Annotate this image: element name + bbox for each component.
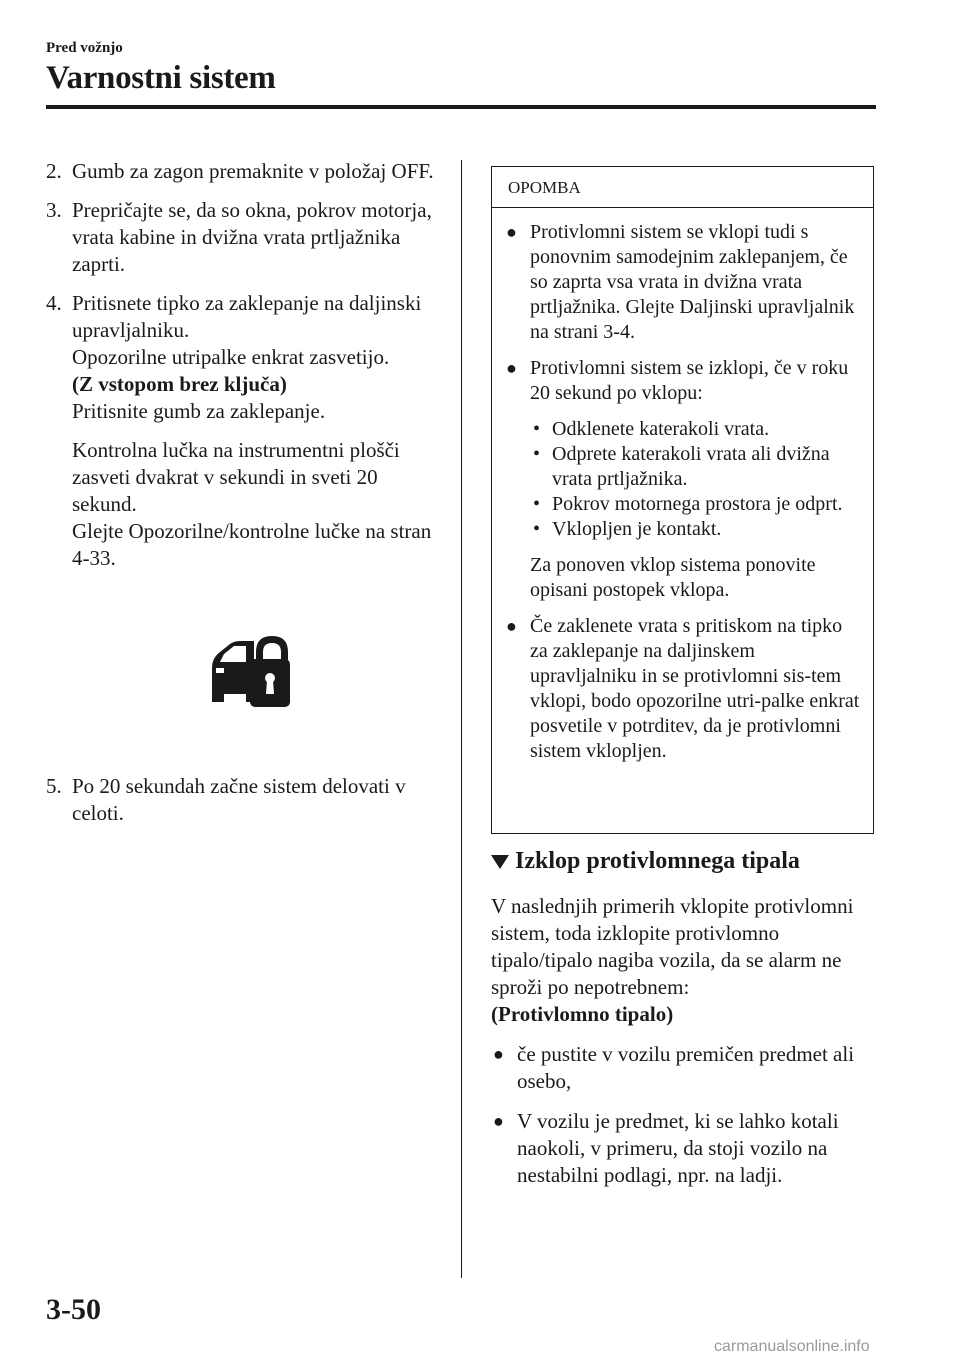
page-title: Varnostni sistem [46,60,276,96]
section-label: Pred vožnjo [46,40,123,56]
keyless-heading: (Z vstopom brez ključa) [72,372,287,396]
bullet-icon: • [533,443,541,465]
step-5 [46,773,441,827]
list-item: • Odprete katerakoli vrata ali dvižna vrata prtljažnika. [533,443,830,490]
list-item: • Odklenete katerakoli vrata. [533,418,770,440]
note-sublist [530,417,863,542]
bullet-icon: ● [493,1111,504,1131]
step-number: 3. [46,198,62,222]
step-number: 2. [46,159,62,183]
note-body [492,208,873,764]
list-item: ● če pustite v vozilu premičen predmet ali osebo, [493,1042,855,1093]
step-3 [46,197,441,278]
bullet-icon: ● [493,1044,504,1064]
sensor-heading: (Protivlomno tipalo) [491,1002,674,1026]
bullet-icon: ● [506,616,517,636]
bullet-icon: ● [506,222,517,242]
note-text: Če zaklenete vrata s pritiskom na tipko za zaklepanje na daljinskem upravljalniku in se protivlomni sis-tem vklopi, bodo opozorilne utri-palke enkrat posvetile v potrditev, da je protivlomni sistem vklopljen. [530,615,860,762]
note-text: Protivlomni sistem se vklopi tudi s ponovnim samodejnim zaklepanjem, če so zaprta vsa vrata in dvižna vrata prtljažnika. Glejte Daljinski upravljalnik na strani 3-4. [530,221,855,343]
note-bullet [504,356,863,603]
list-item: ● V vozilu je predmet, ki se lahko kotali naokoli, v primeru, da stoji vozilo na nestabilni podlagi, npr. na ladji. [493,1109,839,1187]
list-item: • Vklopljen je kontakt. [533,518,722,540]
section-body [491,893,876,1189]
bullet-icon: ● [506,358,517,378]
step-number: 5. [46,774,62,798]
step-subtext: Kontrolna lučka na instrumentni plošči zasveti dvakrat v sekundi in sveti 20 sekund. [72,438,400,516]
step-2 [46,158,441,185]
bullet-icon: • [533,518,541,540]
left-column [46,158,441,584]
step-text: Prepričajte se, da so okna, pokrov motorja, vrata kabine in dvižna vrata prtljažnika zaprti. [72,198,432,276]
note-bullet [504,220,863,345]
note-box [491,166,874,834]
step-text: Pritisnete tipko za zaklepanje na daljinski upravljalniku. [72,291,422,342]
step-text: Opozorilne utripalke enkrat zasvetijo. [72,345,390,369]
section-heading: Izklop protivlomnega tipala [491,848,800,875]
page-number: 3-50 [46,1293,101,1326]
step-text: Po 20 sekundah začne sistem delovati v celoti. [72,774,406,825]
bullet-icon: • [533,418,541,440]
car-lock-icon [210,632,290,708]
column-divider [461,160,462,1278]
title-rule [46,105,876,109]
step-number: 4. [46,291,62,315]
paragraph: V naslednjih primerih vklopite protivlomni sistem, toda izklopite protivlomno tipalo/tipalo nagiba vozila, da se alarm ne sproži po nepotrebnem: [491,894,854,999]
watermark: carmanualsonline.info [714,1338,870,1355]
list-item: • Pokrov motornega prostora je odprt. [533,493,843,515]
triangle-down-icon [491,855,509,869]
step-text: Pritisnite gumb za zaklepanje. [72,399,326,423]
bullet-icon: • [533,493,541,515]
note-text: Protivlomni sistem se izklopi, če v roku 20 sekund po vklopu: [530,357,849,404]
note-text: Za ponoven vklop sistema ponovite opisani postopek vklopa. [530,554,816,601]
step-text: Gumb za zagon premaknite v položaj OFF. [72,159,434,183]
step-4 [46,290,441,572]
note-bullet [504,614,863,764]
note-header: OPOMBA [492,167,873,208]
step-subtext: Glejte Opozorilne/kontrolne lučke na stran 4-33. [72,519,432,570]
